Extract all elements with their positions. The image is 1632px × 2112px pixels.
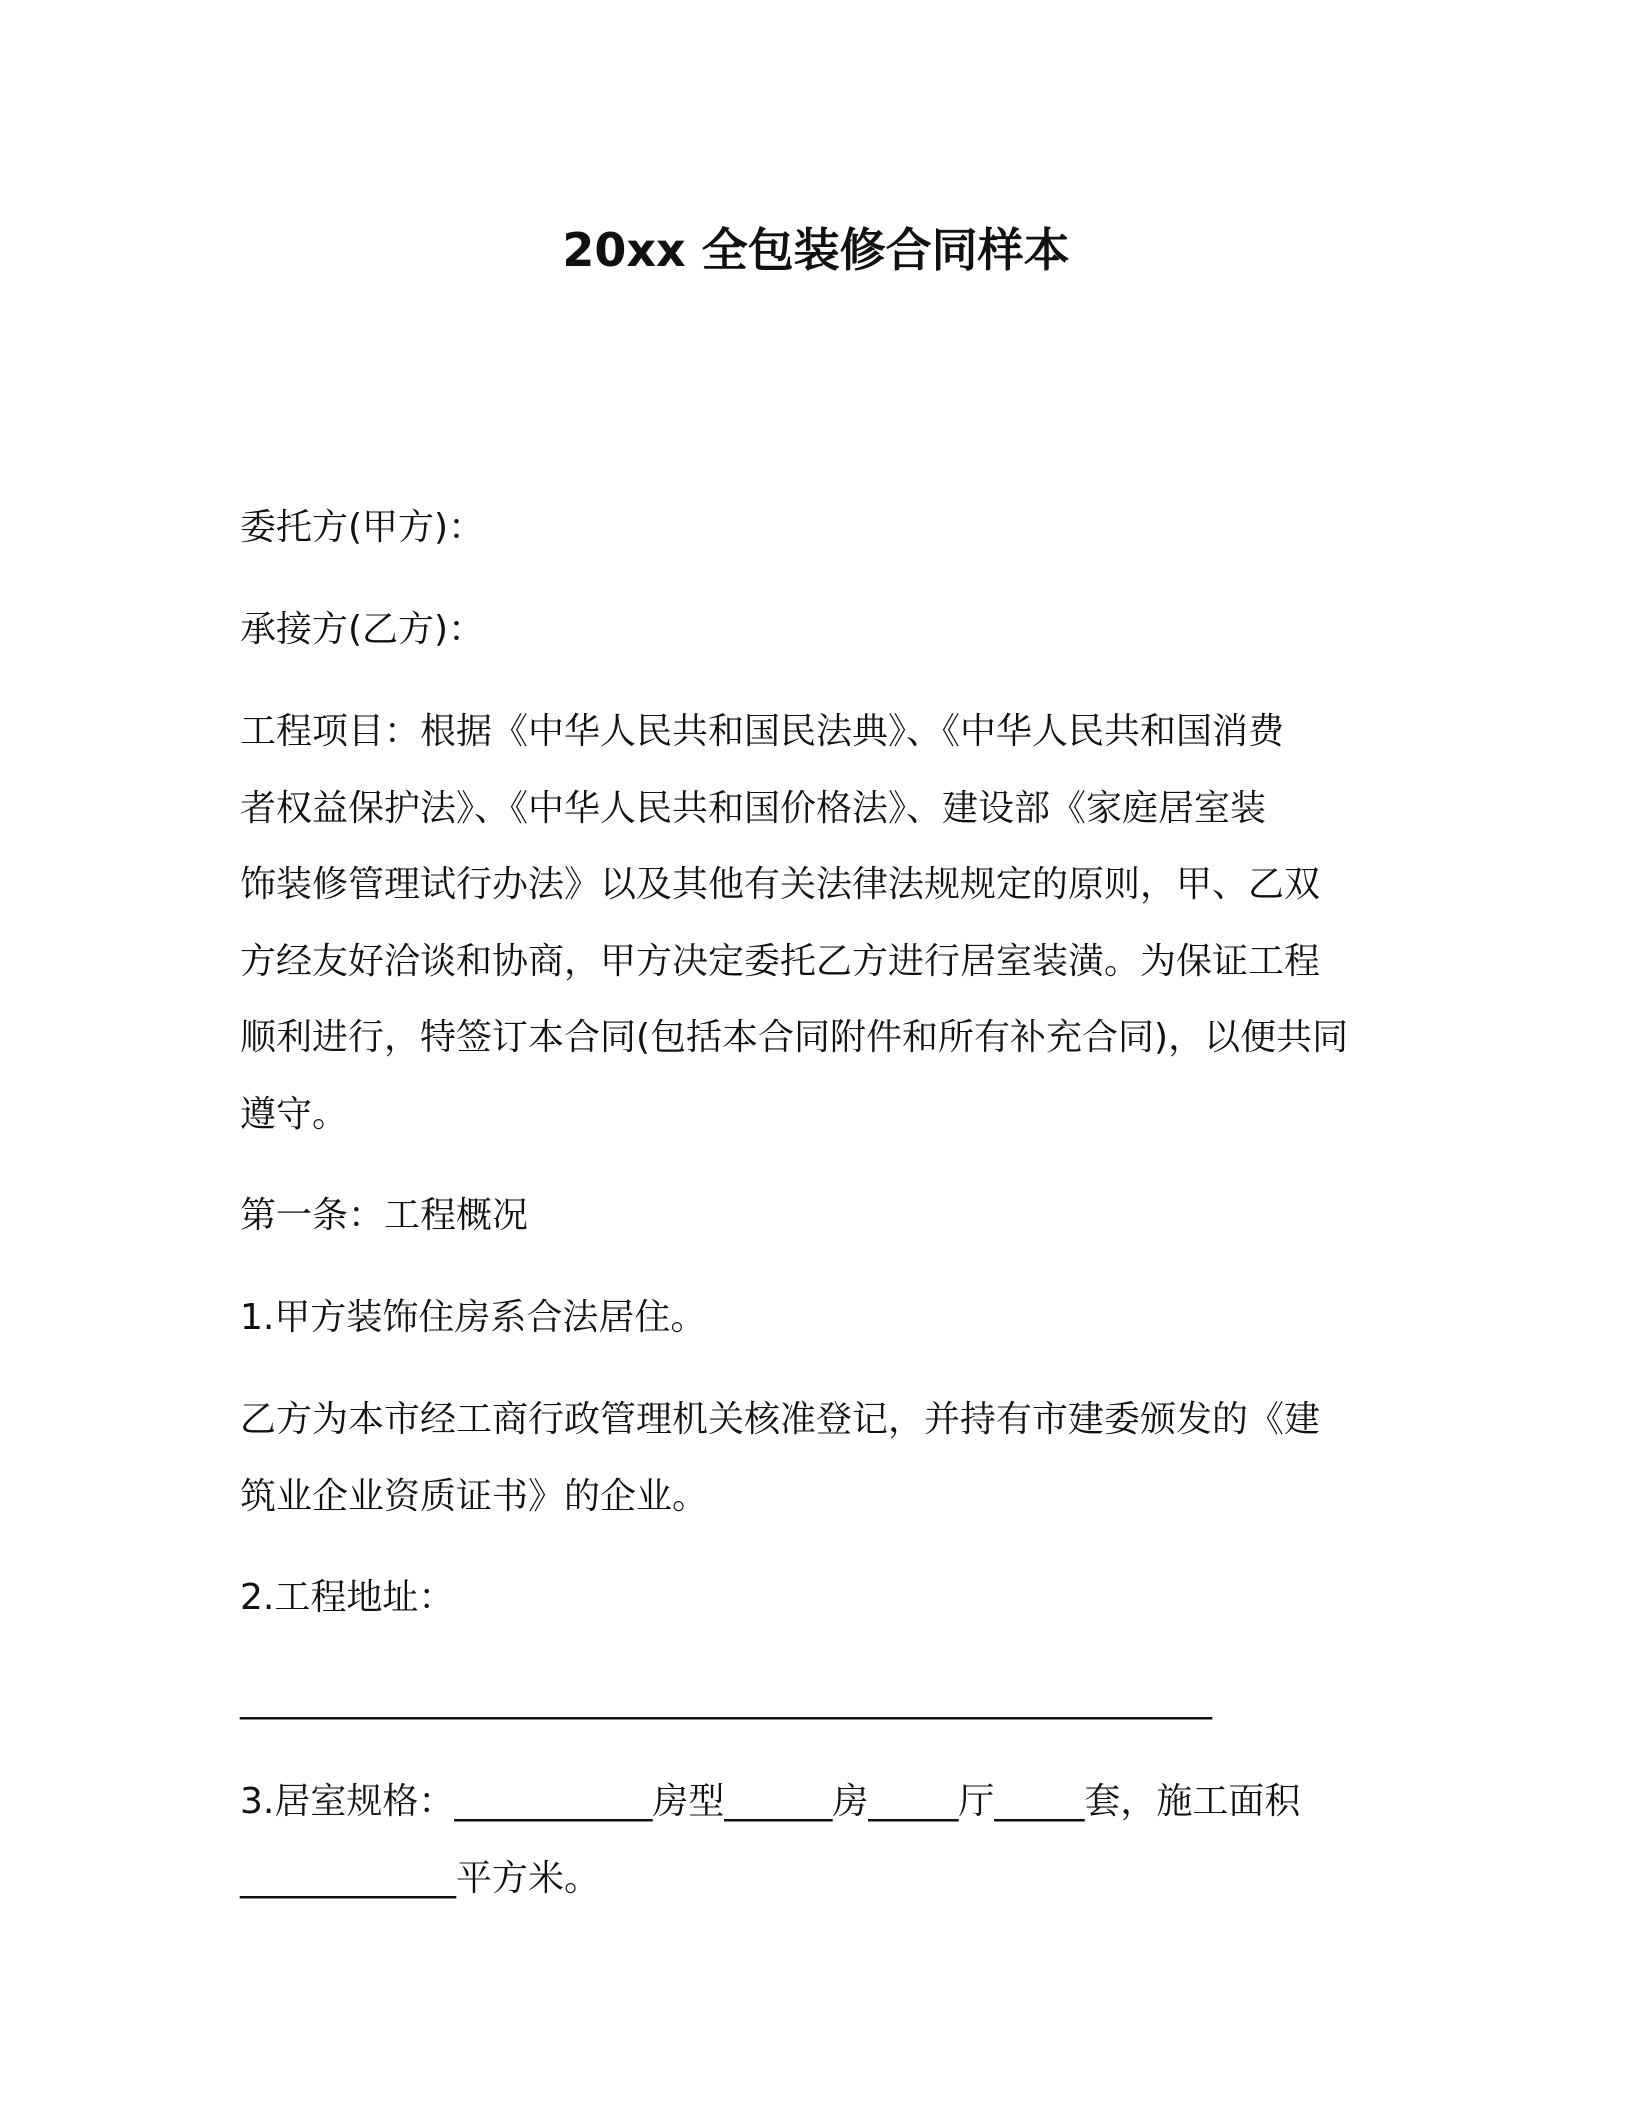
party-b-description	[240, 1382, 1390, 1535]
project-line: 顺利进行，特签订本合同(包括本合同附件和所有补充合同)，以便共同	[240, 1017, 1349, 1058]
project-line: 方经友好洽谈和协商，甲方决定委托乙方进行居室装潢。为保证工程	[240, 940, 1321, 982]
address-blank-line: ______________________________________________________	[240, 1679, 1212, 1720]
article-one-heading: 第一条：工程概况	[240, 1195, 529, 1236]
party-b-desc-line: 筑业企业资质证书》的企业。	[240, 1475, 709, 1517]
party-a-label: 委托方(甲方)：	[240, 507, 485, 548]
project-line: 遵守。	[240, 1093, 349, 1135]
party-b-label: 承接方(乙方)：	[240, 609, 485, 650]
project-line: 者权益保护法》、《中华人民共和国价格法》、建设部《家庭居室装	[240, 787, 1267, 829]
project-line: 工程项目：根据《中华人民共和国民法典》、《中华人民共和国消费	[240, 711, 1285, 752]
document-title: 20xx 全包装修合同样本	[562, 223, 1070, 277]
project-paragraph	[240, 694, 1390, 1153]
room-spec-line: 3.居室规格：___________房型______房_____厅_____套，施工面积	[240, 1781, 1301, 1822]
party-b-desc-line: 乙方为本市经工商行政管理机关核准登记，并持有市建委颁发的《建	[240, 1399, 1321, 1440]
item-3-room-spec	[240, 1764, 1390, 1917]
room-spec-line: ____________平方米。	[240, 1857, 601, 1899]
project-line: 饰装修管理试行办法》以及其他有关法律法规规定的原则，甲、乙双	[240, 864, 1321, 905]
item-2-address-label: 2.工程地址：	[240, 1577, 455, 1618]
item-1: 1.甲方装饰住房系合法居住。	[240, 1297, 707, 1338]
